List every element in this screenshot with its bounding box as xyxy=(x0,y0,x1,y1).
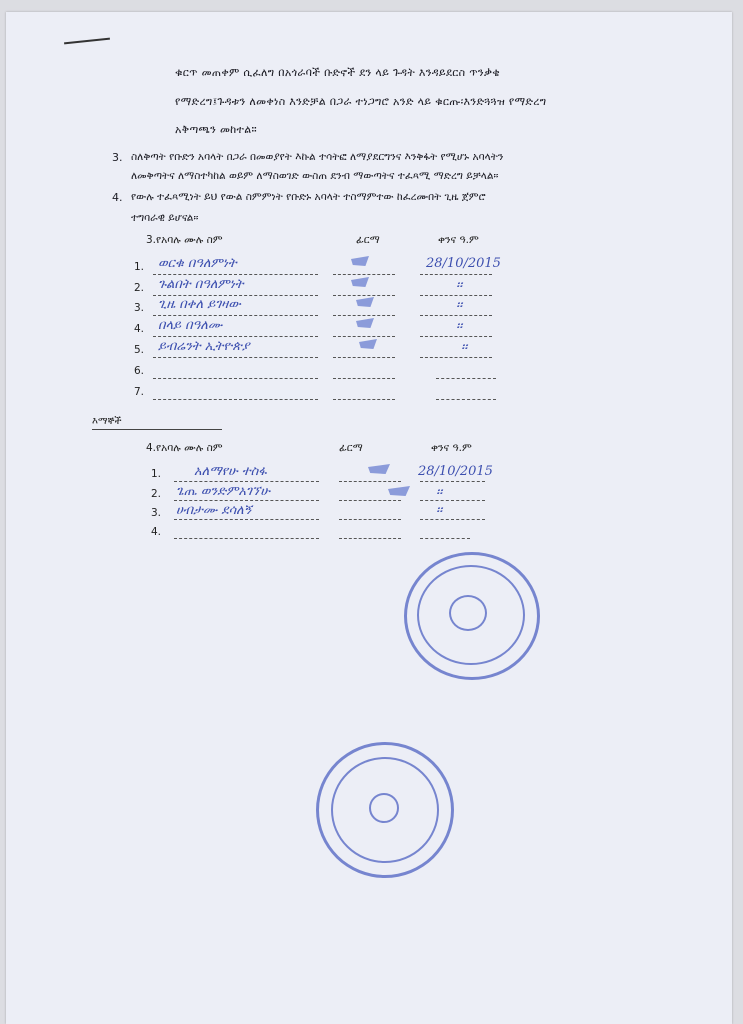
name-line xyxy=(153,399,318,400)
signature-line xyxy=(333,295,395,296)
witness-signature-line xyxy=(339,538,401,539)
member-row-number: 6. xyxy=(134,365,145,377)
witness-date-line xyxy=(420,500,485,501)
signature-mark xyxy=(359,339,377,349)
intro-line-1: ቁርጥ መጠቀም ሲፈለግ በአጎራባች ቡድኖች ደን ላይ ጉዳት እንዳይደርስ ጥንቃቄ xyxy=(175,66,500,79)
witness-row-number: 2. xyxy=(151,488,162,500)
name-line xyxy=(153,295,318,296)
member-row-number: 4. xyxy=(134,323,145,335)
name-line xyxy=(153,378,318,379)
name-line xyxy=(153,274,318,275)
signature-mark xyxy=(356,318,374,328)
witness-handwritten-date: ፡፡ xyxy=(436,503,443,518)
member-row-number: 3. xyxy=(134,302,145,314)
member-row-number: 5. xyxy=(134,344,145,356)
handwritten-name: ጉልበት በዓለምነት xyxy=(158,277,244,292)
date-line xyxy=(420,295,492,296)
name-line xyxy=(153,336,318,337)
signature-line xyxy=(333,399,395,400)
witness-name-line xyxy=(174,538,319,539)
witness-row-number: 3. xyxy=(151,507,162,519)
name-line xyxy=(153,357,318,358)
witness-signature-mark xyxy=(388,486,410,496)
date-line xyxy=(420,357,492,358)
item3-line-2: ለመቅጣትና ለማስተካከል ወይም ለማስወገድ ውስጠ ደንብ ማውጣትና ተፈጻሚ ማድረግ ይቻላል። xyxy=(131,170,499,182)
signature-line xyxy=(333,357,395,358)
handwritten-name: ወርቁ በዓለምነት xyxy=(158,256,237,271)
signature-line xyxy=(333,315,395,316)
signature-line xyxy=(333,378,395,379)
item4-line-2: ተግባራዊ ይሆናል። xyxy=(131,212,199,224)
item3-line-1: ስለቅጣት የቡድን አባላት በጋራ በመወያየት እኩል ተሳትፎ ለማያደርግንና እንቅፋት የሚሆኑ አባላትን xyxy=(131,151,504,163)
item4-number: 4. xyxy=(112,191,123,204)
witness-row-number: 4. xyxy=(151,526,162,538)
witness-name-line xyxy=(174,481,319,482)
witness-handwritten-name: ሀብታሙ ደሳለኝ xyxy=(176,503,252,518)
member-row-number: 1. xyxy=(134,261,145,273)
date-line xyxy=(420,336,492,337)
signature-line xyxy=(333,274,395,275)
witness-date-line xyxy=(420,481,485,482)
witness-date-line xyxy=(420,538,470,539)
handwritten-date: 28/10/2015 xyxy=(426,256,501,271)
witness-underline xyxy=(92,429,222,430)
witness-date-line xyxy=(420,519,485,520)
member-row-number: 7. xyxy=(134,386,145,398)
members-col-date: ቀንና ዓ.ም xyxy=(438,234,479,246)
witness-handwritten-date: 28/10/2015 xyxy=(418,464,493,479)
members-col-name: 3.የአባሉ ሙሉ ስም xyxy=(146,234,223,246)
handwritten-date: ፡፡ xyxy=(461,340,468,355)
signature-mark xyxy=(356,297,374,307)
witness-signature-line xyxy=(339,519,401,520)
witness-col-date: ቀንና ዓ.ም xyxy=(431,442,472,454)
date-line xyxy=(436,399,496,400)
witness-handwritten-date: ፡፡ xyxy=(436,485,443,500)
signature-mark xyxy=(351,256,369,266)
handwritten-name: በላይ በዓለሙ xyxy=(158,318,223,333)
handwritten-date: ፡፡ xyxy=(456,278,463,293)
handwritten-name: ይብሬንት ኢትዮጵያ xyxy=(158,339,250,354)
official-stamp-seal xyxy=(404,552,540,680)
name-line xyxy=(153,315,318,316)
members-col-signature: ፊርማ xyxy=(356,234,380,246)
handwritten-date: ፡፡ xyxy=(456,319,463,334)
witness-col-signature: ፊርማ xyxy=(339,442,363,454)
item4-line-1: የውሉ ተፈጻሚነት ይህ የውል ስምምነት የቡድኑ አባላት ተስማምተው ከፈረሙበት ጊዜ ጀምሮ xyxy=(131,191,486,203)
witness-label: እማኞች xyxy=(92,416,122,427)
item3-number: 3. xyxy=(112,151,123,164)
handwritten-name: ጊዜ በቀለ ይገዛው xyxy=(158,297,241,312)
witness-row-number: 1. xyxy=(151,468,162,480)
witness-name-line xyxy=(174,519,319,520)
member-row-number: 2. xyxy=(134,282,145,294)
document-page xyxy=(6,12,732,1024)
witness-handwritten-name: ጌጤ ወንድምአገኘሁ xyxy=(176,484,271,499)
pen-mark xyxy=(64,38,110,45)
witness-col-name: 4.የአባሉ ሙሉ ስም xyxy=(146,442,223,454)
witness-handwritten-name: አለማየሁ ተስፋ xyxy=(194,464,267,479)
date-line xyxy=(420,315,492,316)
handwritten-date: ፡፡ xyxy=(456,298,463,313)
date-line xyxy=(420,274,492,275)
witness-name-line xyxy=(174,500,319,501)
signature-mark xyxy=(351,277,369,287)
intro-line-3: አቅጣጫን መከተል። xyxy=(175,123,257,136)
date-line xyxy=(436,378,496,379)
intro-line-2: የማድረግ፤ጉዳቱን ለመቀነስ እንድቻል በጋራ ተነጋግሮ አንድ ላይ ቁርጡ፡እንድጓጓዝ የማድረግ xyxy=(175,95,547,108)
signature-line xyxy=(333,336,395,337)
official-round-stamp xyxy=(316,742,454,878)
witness-signature-mark xyxy=(368,464,390,474)
witness-signature-line xyxy=(339,481,401,482)
witness-signature-line xyxy=(339,500,401,501)
